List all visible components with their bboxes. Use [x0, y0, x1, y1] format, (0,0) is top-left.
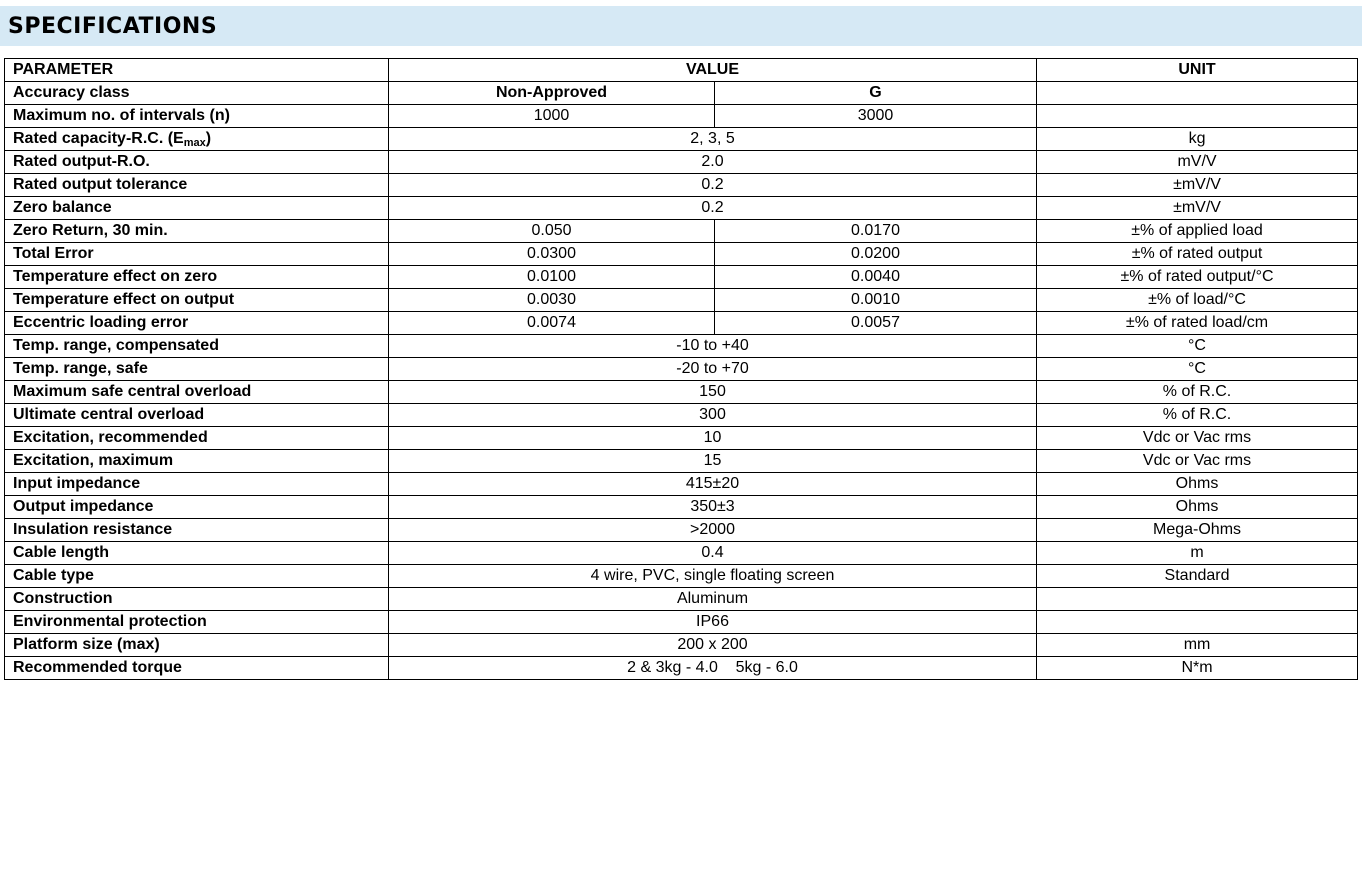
unit-cell: ±% of applied load — [1037, 220, 1358, 243]
section-banner — [0, 6, 1362, 46]
header-row — [5, 59, 1358, 82]
value-cell: 0.2 — [389, 197, 1037, 220]
row-rated-capacity — [5, 128, 1358, 151]
unit-cell: % of R.C. — [1037, 381, 1358, 404]
table-row — [5, 657, 1358, 680]
unit-cell — [1037, 105, 1358, 128]
param-label: Rated output-R.O. — [5, 151, 389, 174]
param-label: Temperature effect on output — [5, 289, 389, 312]
unit-cell: Vdc or Vac rms — [1037, 450, 1358, 473]
param-label: Ultimate central overload — [5, 404, 389, 427]
value-cell: 2, 3, 5 — [389, 128, 1037, 151]
value-col1: 0.0100 — [389, 266, 715, 289]
unit-cell: % of R.C. — [1037, 404, 1358, 427]
unit-cell: °C — [1037, 358, 1358, 381]
unit-cell: ±% of rated load/cm — [1037, 312, 1358, 335]
unit-cell: ±% of rated output/°C — [1037, 266, 1358, 289]
unit-cell — [1037, 82, 1358, 105]
value-col2: 0.0010 — [715, 289, 1037, 312]
table-row — [5, 634, 1358, 657]
value-cell: 0.2 — [389, 174, 1037, 197]
value-col1: 0.0300 — [389, 243, 715, 266]
value-col1: 0.050 — [389, 220, 715, 243]
unit-cell: ±mV/V — [1037, 174, 1358, 197]
value-cell: 0.4 — [389, 542, 1037, 565]
param-label: Total Error — [5, 243, 389, 266]
table-row — [5, 496, 1358, 519]
table-row — [5, 289, 1358, 312]
param-label: Platform size (max) — [5, 634, 389, 657]
table-row — [5, 151, 1358, 174]
label-prefix: Rated capacity-R.C. (E — [13, 130, 184, 147]
param-label: Environmental protection — [5, 611, 389, 634]
param-label — [5, 128, 389, 151]
unit-cell — [1037, 588, 1358, 611]
unit-cell: kg — [1037, 128, 1358, 151]
table-row — [5, 335, 1358, 358]
param-label: Cable length — [5, 542, 389, 565]
value-col2: 0.0057 — [715, 312, 1037, 335]
unit-cell: mV/V — [1037, 151, 1358, 174]
value-col1: 0.0074 — [389, 312, 715, 335]
param-label: Output impedance — [5, 496, 389, 519]
param-label: Zero Return, 30 min. — [5, 220, 389, 243]
header-unit: UNIT — [1037, 59, 1358, 82]
unit-cell — [1037, 611, 1358, 634]
unit-cell: Ohms — [1037, 473, 1358, 496]
unit-cell: N*m — [1037, 657, 1358, 680]
unit-cell: mm — [1037, 634, 1358, 657]
value-cell: >2000 — [389, 519, 1037, 542]
table-row — [5, 358, 1358, 381]
value-cell: 150 — [389, 381, 1037, 404]
param-label: Temp. range, compensated — [5, 335, 389, 358]
param-label: Rated output tolerance — [5, 174, 389, 197]
table-row — [5, 611, 1358, 634]
value-cell: 10 — [389, 427, 1037, 450]
value-col1: 1000 — [389, 105, 715, 128]
table-row — [5, 427, 1358, 450]
table-row — [5, 542, 1358, 565]
unit-cell: ±% of rated output — [1037, 243, 1358, 266]
label-subscript: max — [183, 137, 206, 149]
table-row — [5, 519, 1358, 542]
param-label: Insulation resistance — [5, 519, 389, 542]
label-suffix: ) — [205, 130, 212, 147]
unit-cell: ±% of load/°C — [1037, 289, 1358, 312]
param-label: Temperature effect on zero — [5, 266, 389, 289]
value-cell: IP66 — [389, 611, 1037, 634]
value-col2: 3000 — [715, 105, 1037, 128]
unit-cell: ±mV/V — [1037, 197, 1358, 220]
value-col1: 0.0030 — [389, 289, 715, 312]
specifications-table — [4, 58, 1358, 680]
unit-cell: Standard — [1037, 565, 1358, 588]
param-label: Input impedance — [5, 473, 389, 496]
value-cell: 300 — [389, 404, 1037, 427]
value-cell: Aluminum — [389, 588, 1037, 611]
unit-cell: °C — [1037, 335, 1358, 358]
table-row — [5, 243, 1358, 266]
param-label: Construction — [5, 588, 389, 611]
param-label: Maximum no. of intervals (n) — [5, 105, 389, 128]
value-col2: 0.0170 — [715, 220, 1037, 243]
unit-cell: m — [1037, 542, 1358, 565]
table-row — [5, 473, 1358, 496]
table-row — [5, 588, 1358, 611]
param-label: Accuracy class — [5, 82, 389, 105]
table-row — [5, 266, 1358, 289]
param-label: Cable type — [5, 565, 389, 588]
table-row — [5, 565, 1358, 588]
unit-cell: Ohms — [1037, 496, 1358, 519]
row-max-intervals — [5, 105, 1358, 128]
param-label: Zero balance — [5, 197, 389, 220]
table-row — [5, 197, 1358, 220]
param-label: Excitation, recommended — [5, 427, 389, 450]
value-col1: Non-Approved — [389, 82, 715, 105]
unit-cell: Vdc or Vac rms — [1037, 427, 1358, 450]
table-row — [5, 450, 1358, 473]
section-title: SPECIFICATIONS — [8, 13, 218, 39]
param-label: Maximum safe central overload — [5, 381, 389, 404]
table-row — [5, 381, 1358, 404]
value-cell: 350±3 — [389, 496, 1037, 519]
value-col2: G — [715, 82, 1037, 105]
value-cell: 2.0 — [389, 151, 1037, 174]
table-row — [5, 312, 1358, 335]
header-parameter: PARAMETER — [5, 59, 389, 82]
value-cell: -20 to +70 — [389, 358, 1037, 381]
unit-cell: Mega-Ohms — [1037, 519, 1358, 542]
value-cell: 15 — [389, 450, 1037, 473]
value-col2: 0.0040 — [715, 266, 1037, 289]
row-accuracy-class — [5, 82, 1358, 105]
value-cell: 200 x 200 — [389, 634, 1037, 657]
param-label: Eccentric loading error — [5, 312, 389, 335]
param-label: Temp. range, safe — [5, 358, 389, 381]
param-label: Excitation, maximum — [5, 450, 389, 473]
value-col2: 0.0200 — [715, 243, 1037, 266]
value-cell: 2 & 3kg - 4.0 5kg - 6.0 — [389, 657, 1037, 680]
param-label: Recommended torque — [5, 657, 389, 680]
value-cell: -10 to +40 — [389, 335, 1037, 358]
table-row — [5, 404, 1358, 427]
table-row — [5, 174, 1358, 197]
value-cell: 4 wire, PVC, single floating screen — [389, 565, 1037, 588]
table-row — [5, 220, 1358, 243]
header-value: VALUE — [389, 59, 1037, 82]
value-cell: 415±20 — [389, 473, 1037, 496]
